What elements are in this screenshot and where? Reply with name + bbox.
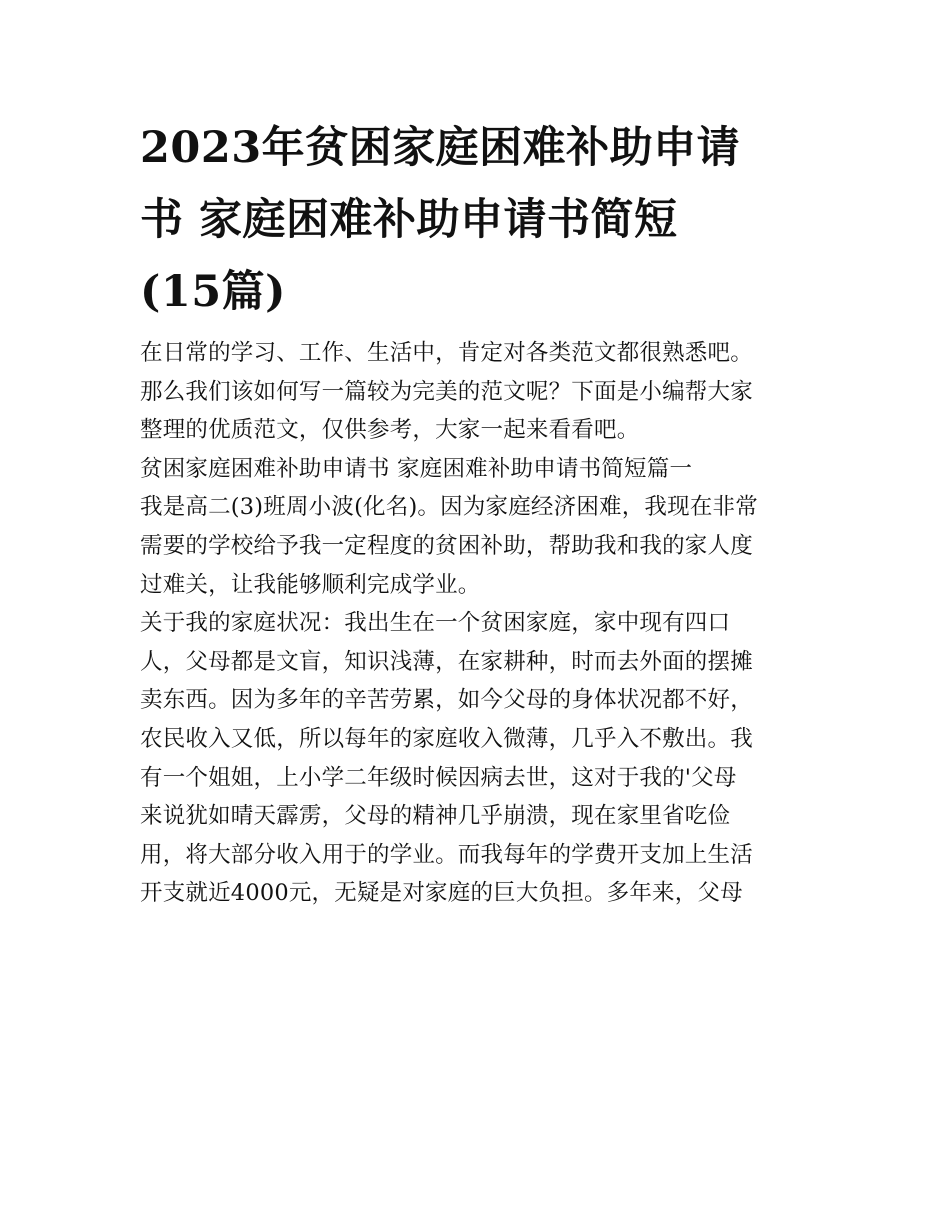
text-line: 农民收入又低，所以每年的家庭收入微薄，几乎入不敷出。我 (140, 725, 753, 752)
text-line: 关于我的家庭状况：我出生在一个贫困家庭，家中现有四口 (140, 610, 731, 637)
text-line: 用，将大部分收入用于的学业。而我每年的学费开支加上生活 (140, 841, 753, 868)
text-line: 来说犹如晴天霹雳，父母的精神几乎崩溃，现在家里省吃俭 (140, 803, 731, 830)
text-line: 人，父母都是文盲，知识浅薄，在家耕种，时而去外面的摆摊 (140, 648, 753, 675)
title-line: 2023年贫困家庭困难补助申请 (140, 123, 741, 173)
section-heading (140, 450, 820, 489)
intro-paragraph (140, 334, 820, 450)
body-paragraph (140, 488, 820, 604)
text-line: 在日常的学习、工作、生活中，肯定对各类范文都很熟悉吧。 (140, 340, 753, 366)
text-line: 需要的学校给予我一定程度的贫困补助，帮助我和我的家人度 (140, 532, 753, 559)
text-line: 整理的优质范文，仅供参考，大家一起来看看吧。 (140, 417, 640, 444)
text-line: 卖东西。因为多年的辛苦劳累，如今父母的身体状况都不好， (140, 687, 753, 714)
text-line: 开支就近4000元，无疑是对家庭的巨大负担。多年来，父母 (140, 880, 743, 907)
document-title (140, 112, 820, 328)
title-line: 书 家庭困难补助申请书简短 (140, 195, 678, 245)
text-line: 过难关，让我能够顺利完成学业。 (140, 571, 481, 598)
text-line: 有一个姐姐，上小学二年级时候因病去世，这对于我的'父母 (140, 764, 737, 791)
title-line: (15篇) (140, 267, 287, 317)
body-paragraph (140, 604, 820, 913)
text-line: 那么我们该如何写一篇较为完美的范文呢？下面是小编帮大家 (140, 378, 753, 405)
text-line: 贫困家庭困难补助申请书 家庭困难补助申请书简短篇一 (140, 455, 693, 482)
text-line: 我是高二(3)班周小波(化名)。因为家庭经济困难，我现在非常 (140, 494, 758, 521)
document-page (140, 112, 820, 913)
